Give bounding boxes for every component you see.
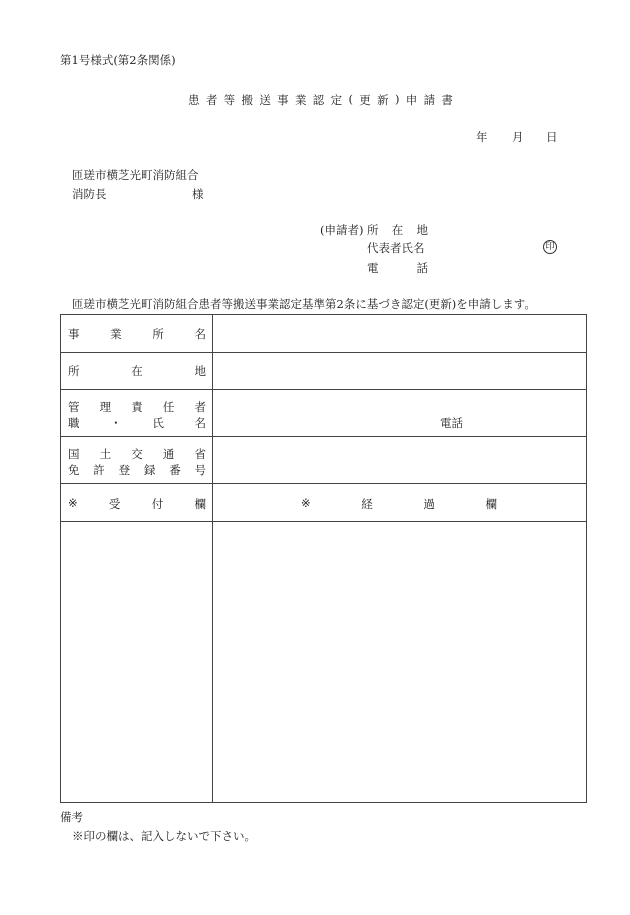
title-char: 患 (188, 93, 200, 107)
recipient-organization: 匝瑳市横芝光町消防組合 (72, 168, 199, 182)
license-label-line1 (68, 446, 206, 462)
title-char: 更 (359, 93, 371, 107)
title-char: 送 (259, 93, 271, 107)
label-char: 在 (131, 364, 143, 378)
title-char: 等 (223, 93, 236, 107)
location-label (68, 363, 206, 379)
label-char: 任 (162, 400, 175, 414)
applicant-phone-label (367, 260, 428, 276)
progress-column-header (301, 496, 497, 512)
application-statement: 匝瑳市横芝光町消防組合患者等搬送事業認定基準第2条に基づき認定(更新)を申請します。 (72, 297, 536, 311)
title-char: 事 (277, 93, 289, 107)
phone-char: 電 (367, 261, 379, 275)
remarks-note: ※印の欄は、記入しないで下さい。 (72, 829, 256, 843)
label-char: 欄 (194, 497, 206, 511)
seal-mark: 印 (543, 240, 557, 254)
row-divider (61, 352, 586, 353)
date-day-label: 日 (546, 130, 558, 144)
label-char: 受 (108, 497, 121, 511)
label-char: 所 (68, 364, 80, 378)
form-title (188, 92, 453, 108)
receipt-box (61, 522, 212, 802)
address-char: 所 (367, 223, 379, 237)
title-char: 認 (312, 93, 325, 107)
phone-char: 話 (416, 261, 428, 275)
label-char: 号 (194, 463, 206, 477)
label-char: 理 (99, 400, 112, 414)
application-table (60, 314, 587, 803)
title-char: 新 (377, 93, 389, 107)
title-char: 書 (441, 93, 453, 107)
label-char: 交 (131, 447, 143, 461)
row-divider (61, 436, 586, 437)
date-month-label: 月 (512, 130, 524, 144)
manager-label-line2 (68, 415, 206, 431)
label-char: 国 (68, 447, 80, 461)
label-char: 職 (68, 416, 80, 430)
address-char: 地 (416, 223, 428, 237)
title-char: 業 (294, 93, 307, 107)
row-divider (61, 483, 586, 484)
title-char: 者 (205, 93, 218, 107)
title-char: ( (348, 92, 353, 106)
receipt-column-header (68, 496, 206, 512)
label-char: 所 (152, 327, 164, 341)
row-divider (61, 389, 586, 390)
progress-box (213, 522, 586, 802)
label-char: 事 (68, 327, 80, 341)
label-char: 者 (194, 400, 206, 414)
label-char: 付 (151, 497, 164, 511)
label-char: ・ (110, 416, 122, 430)
label-char: 経 (361, 497, 373, 511)
title-char: 搬 (241, 93, 253, 107)
label-char: 地 (194, 364, 206, 378)
date-year-label: 年 (476, 130, 488, 144)
label-char: 欄 (485, 497, 497, 511)
business-name-label (68, 326, 206, 342)
label-char: 許 (93, 463, 105, 477)
applicant-address-label (367, 222, 428, 238)
label-char: 管 (68, 400, 80, 414)
label-char: 土 (99, 447, 112, 461)
label-char: ※ (68, 496, 78, 510)
label-char: 過 (423, 497, 435, 511)
label-char: ※ (301, 496, 311, 510)
title-char: 請 (423, 93, 436, 107)
label-char: 通 (162, 447, 175, 461)
manager-phone-label: 電話 (440, 416, 463, 430)
applicant-prefix: (申請者) (320, 223, 364, 237)
applicant-representative-label: 代表者氏名 (367, 241, 425, 255)
label-char: 免 (68, 463, 80, 477)
label-char: 名 (194, 416, 206, 430)
label-char: 責 (131, 400, 143, 414)
label-char: 録 (143, 463, 156, 477)
label-char: 業 (110, 327, 122, 341)
title-char: ) (394, 92, 400, 106)
label-char: 名 (194, 327, 206, 341)
remarks-label: 備考 (60, 810, 83, 824)
license-label-line2 (68, 462, 206, 478)
label-char: 省 (194, 447, 206, 461)
address-char: 在 (391, 223, 404, 237)
title-char: 定 (330, 93, 343, 107)
recipient-honorific: 様 (192, 187, 204, 201)
label-char: 登 (118, 463, 131, 477)
manager-label-line1 (68, 399, 206, 415)
label-char: 番 (169, 463, 181, 477)
form-number: 第1号様式(第2条関係) (60, 53, 176, 67)
label-char: 氏 (152, 416, 164, 430)
recipient-chief: 消防長 (72, 187, 107, 201)
title-char: 申 (405, 93, 418, 107)
